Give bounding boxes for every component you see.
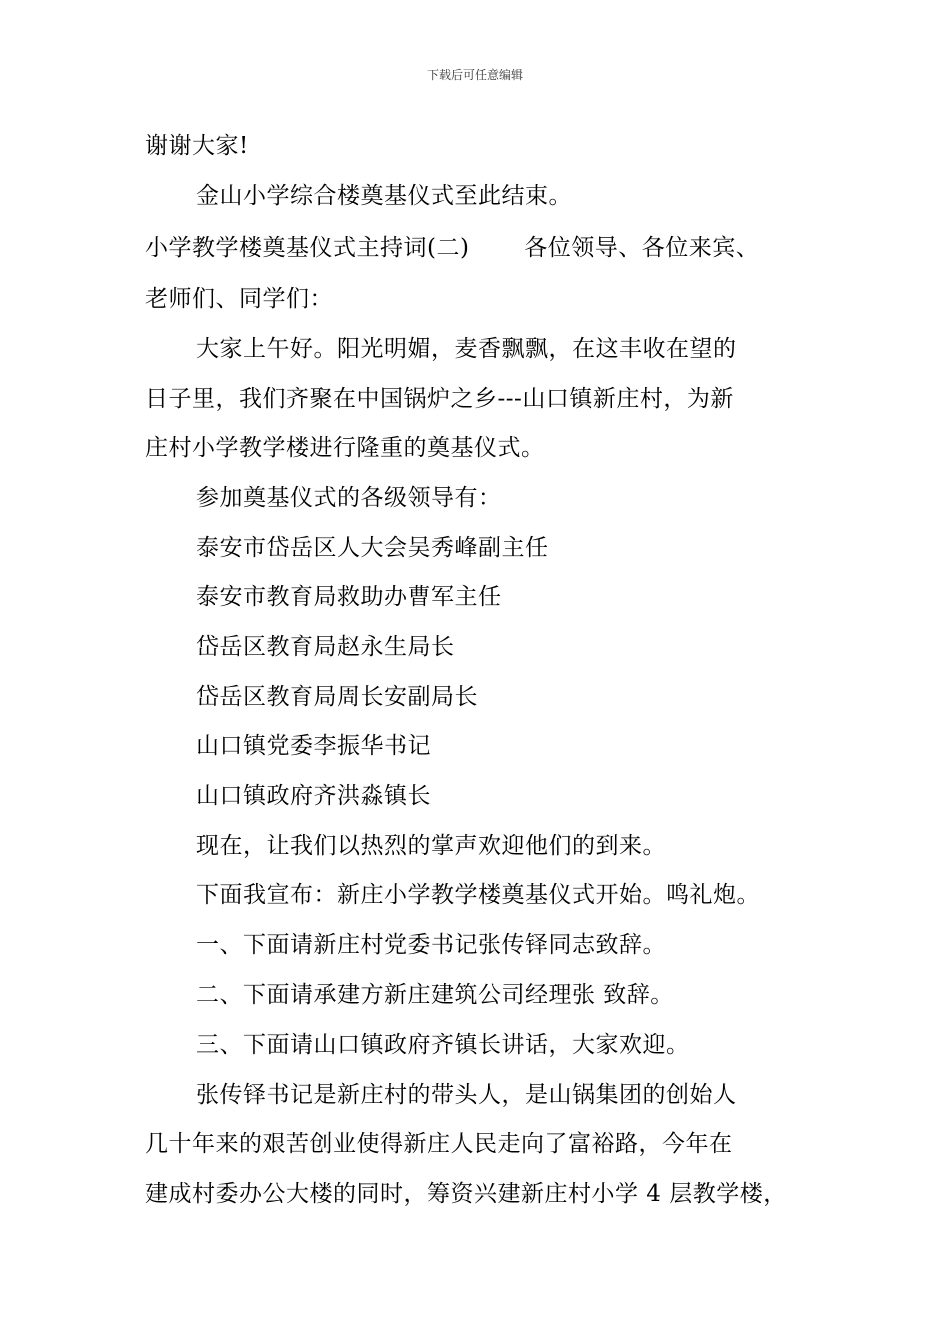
text-line: 参加奠基仪式的各级领导有： xyxy=(196,485,502,511)
text-line: 庄村小学教学楼进行隆重的奠基仪式。 xyxy=(145,435,545,461)
text-line: 谢谢大家! xyxy=(145,133,249,159)
text-line: 金山小学综合楼奠基仪式至此结束。 xyxy=(196,183,572,209)
text-line: 老师们、同学们： xyxy=(145,286,333,312)
text-line: 下面我宣布：新庄小学教学楼奠基仪式开始。鸣礼炮。 xyxy=(196,882,760,908)
text-line: 山口镇党委李振华书记 xyxy=(196,733,431,759)
text-line: 张传铎书记是新庄村的带头人，是山锅集团的创始人 xyxy=(196,1082,737,1108)
text-line: 泰安市岱岳区人大会吴秀峰副主任 xyxy=(196,535,549,561)
text-line: 几十年来的艰苦创业使得新庄人民走向了富裕路，今年在 xyxy=(145,1131,733,1157)
text-line: 日子里，我们齐聚在中国锅炉之乡---山口镇新庄村，为新 xyxy=(145,386,734,412)
text-line: 一、下面请新庄村党委书记张传铎同志致辞。 xyxy=(196,932,666,958)
text-line: 岱岳区教育局周长安副局长 xyxy=(196,684,478,710)
text-line: 小学教学楼奠基仪式主持词(二) 各位领导、各位来宾、 xyxy=(145,235,760,261)
page-header: 下载后可任意编辑 xyxy=(426,68,523,82)
text-line: 建成村委办公大楼的同时，筹资兴建新庄村小学 4 层教学楼， xyxy=(145,1181,787,1207)
text-line: 大家上午好。阳光明媚，麦香飘飘，在这丰收在望的 xyxy=(196,336,737,362)
text-line: 泰安市教育局救助办曹军主任 xyxy=(196,584,502,610)
text-line: 二、下面请承建方新庄建筑公司经理张 致辞。 xyxy=(196,982,674,1008)
text-line: 岱岳区教育局赵永生局长 xyxy=(196,634,455,660)
text-line: 三、下面请山口镇政府齐镇长讲话，大家欢迎。 xyxy=(196,1032,690,1058)
text-line: 现在，让我们以热烈的掌声欢迎他们的到来。 xyxy=(196,833,666,859)
text-line: 山口镇政府齐洪淼镇长 xyxy=(196,783,431,809)
